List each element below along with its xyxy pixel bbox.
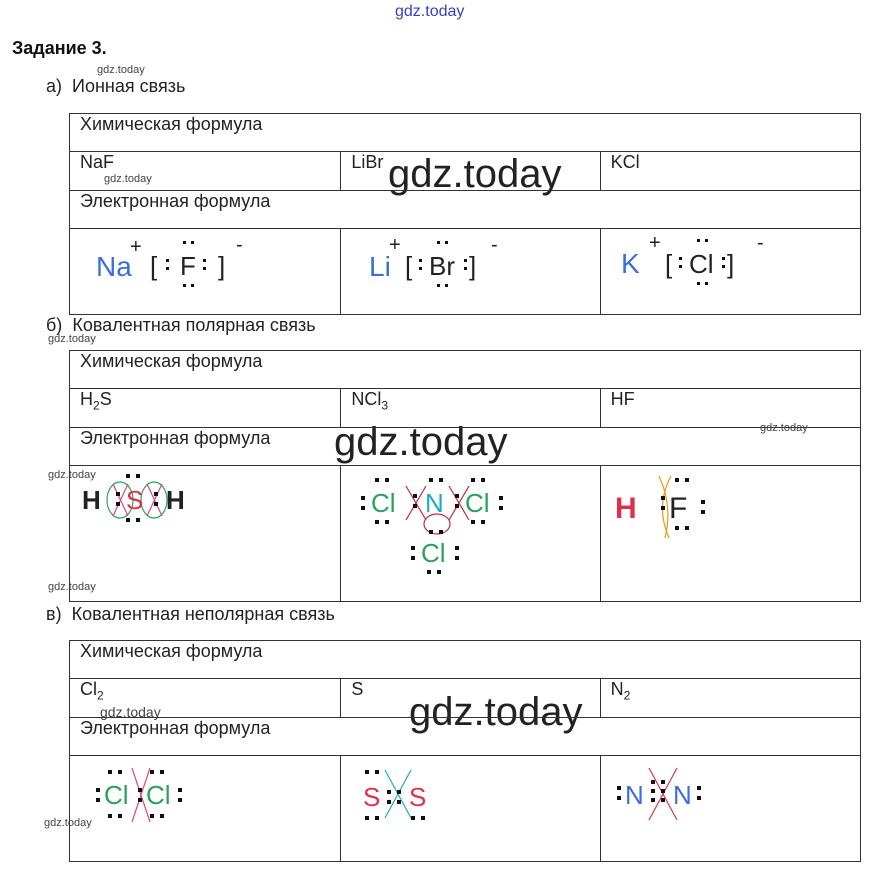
- anion-charge: -: [756, 232, 764, 254]
- formula-cell: NCl$_3$: [341, 389, 600, 428]
- table-polar-covalent: [69, 350, 861, 602]
- electronic-cell: [600, 756, 860, 862]
- electronic-header: Электронная формула: [70, 718, 861, 756]
- cation-symbol: Li: [369, 251, 392, 282]
- formula-header: Химическая формула: [70, 641, 861, 679]
- section-letter: б): [46, 315, 63, 335]
- cation-charge: +: [648, 232, 661, 254]
- section-title: Ковалентная полярная связь: [72, 315, 316, 335]
- cation-symbol: K: [620, 248, 640, 279]
- atom-symbol: S: [363, 782, 381, 812]
- electronic-cell: [341, 756, 600, 862]
- atom-symbol: N: [624, 780, 644, 810]
- atom-symbol: S: [409, 782, 427, 812]
- lewis-structure-ncl3: [351, 466, 601, 596]
- watermark-small: gdz.today: [104, 173, 152, 185]
- cation-symbol: Na: [96, 251, 132, 282]
- lewis-structure-hf: [611, 466, 861, 596]
- electronic-cell: [341, 229, 600, 315]
- section-letter: а): [46, 76, 63, 96]
- formula-cell: HF: [600, 389, 860, 428]
- electronic-cell: [341, 466, 600, 602]
- formula-cell: $Cl_2$: [70, 679, 341, 718]
- formula-cell: S: [341, 679, 600, 718]
- atom-symbol: H: [166, 485, 185, 515]
- electronic-cell: [600, 229, 860, 315]
- anion-symbol: Br: [429, 251, 456, 281]
- anion-symbol: Cl: [688, 249, 714, 279]
- watermark-small: gdz.today: [48, 469, 96, 481]
- electronic-cell: [70, 756, 341, 862]
- watermark-small: gdz.today: [48, 581, 96, 593]
- task-title: Задание 3.: [12, 38, 107, 58]
- watermark-large: gdz.today: [334, 420, 508, 464]
- table-nonpolar-covalent: [69, 640, 861, 862]
- electronic-header: Электронная формула: [70, 191, 861, 229]
- lewis-structure-h2s: [80, 466, 340, 596]
- formula-header: Химическая формула: [70, 351, 861, 389]
- watermark-top: gdz.today: [395, 3, 465, 20]
- atom-symbol: Cl: [421, 538, 446, 568]
- watermark-small: gdz.today: [44, 817, 92, 829]
- atom-symbol: Cl: [371, 488, 396, 518]
- lewis-structure-s: [351, 756, 601, 856]
- formula-cell: LiBr: [341, 152, 600, 191]
- anion-charge: -: [491, 234, 498, 256]
- lewis-structure-libr: [351, 229, 601, 309]
- section-b-heading: [46, 315, 316, 336]
- watermark-small: gdz.today: [97, 64, 145, 76]
- anion-symbol: F: [180, 251, 196, 281]
- lewis-structure-naf: [80, 229, 340, 309]
- atom-symbol: H: [82, 485, 101, 515]
- cation-charge: +: [130, 236, 142, 258]
- watermark-small: gdz.today: [100, 704, 161, 720]
- watermark-large: gdz.today: [388, 152, 562, 196]
- lewis-structure-cl2: [80, 756, 340, 856]
- section-letter: в): [46, 604, 62, 624]
- bracket-close: ]: [726, 249, 734, 279]
- bracket-open: [: [664, 249, 672, 279]
- bracket-open: [: [150, 251, 158, 281]
- bracket-close: ]: [218, 251, 226, 281]
- formula-header: Химическая формула: [70, 114, 861, 152]
- atom-symbol: N: [425, 488, 445, 518]
- section-c-heading: [46, 604, 335, 625]
- atom-symbol: S: [126, 485, 144, 515]
- atom-symbol: N: [672, 780, 692, 810]
- section-a-heading: [46, 76, 185, 97]
- formula-cell: $H_2S$: [70, 389, 341, 428]
- atom-symbol: Cl: [146, 780, 171, 810]
- electronic-cell: [600, 466, 860, 602]
- section-title: Ионная связь: [72, 76, 186, 96]
- formula-cell: $N_2$: [600, 679, 860, 718]
- bracket-close: ]: [469, 251, 477, 281]
- electronic-cell: [70, 466, 341, 602]
- electronic-cell: [70, 229, 341, 315]
- watermark-large: gdz.today: [409, 690, 583, 734]
- lewis-structure-kcl: [611, 229, 861, 309]
- section-title: Ковалентная неполярная связь: [71, 604, 335, 624]
- lewis-structure-n2: [611, 756, 861, 856]
- formula-cell: KCl: [600, 152, 860, 191]
- electronic-header: Электронная формула: [70, 428, 861, 466]
- cation-charge: +: [389, 234, 402, 256]
- anion-charge: -: [236, 234, 243, 256]
- atom-symbol: H: [614, 492, 637, 525]
- watermark-small: gdz.today: [48, 333, 96, 345]
- watermark-small: gdz.today: [760, 422, 808, 434]
- table-ionic: [69, 113, 861, 315]
- bracket-open: [: [405, 251, 413, 281]
- atom-symbol: Cl: [104, 780, 129, 810]
- formula-cell: NaF: [70, 152, 341, 191]
- atom-symbol: F: [668, 492, 687, 525]
- atom-symbol: Cl: [465, 488, 490, 518]
